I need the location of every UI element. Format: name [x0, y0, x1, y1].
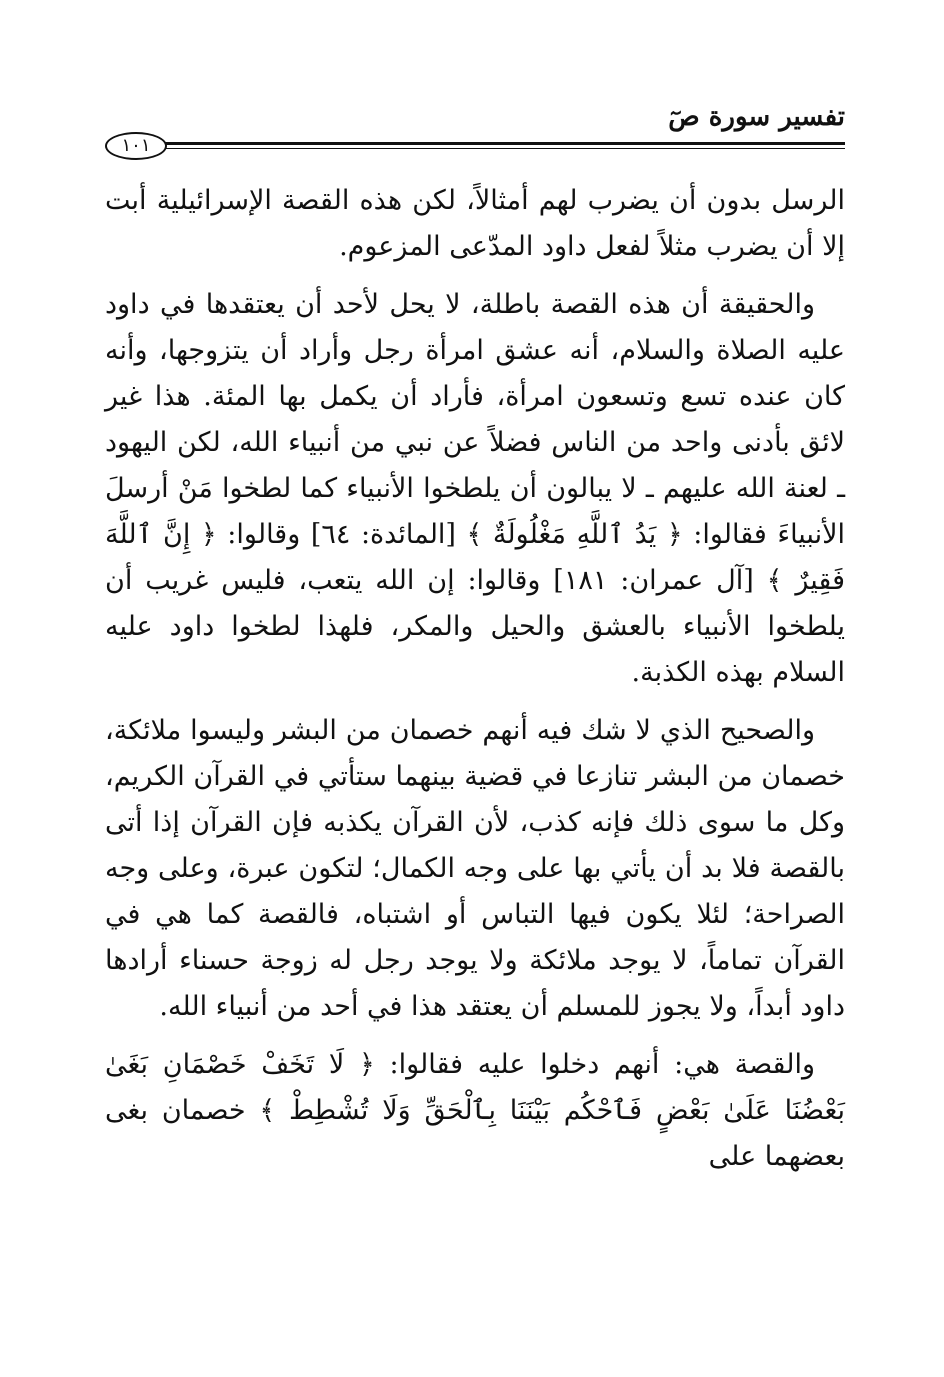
paragraph-3-text: والصحيح الذي لا شك فيه أنهم خصمان من البشر وليسوا ملائكة، خصمان من البشر تنازعا في قضية بينهما ستأتي في القرآن الكريم، وكل ما سوى ذلك فإنه كذب، لأن القرآن يكذبه فإن القرآن إذا أتى بالقصة فلا بد أن يأتي بها على وجه الكمال؛ لتكون عبرة، وعلى وجه الصراحة؛ لئلا يكون فيها التباس أو اشتباه، فالقصة كما هي في القرآن تماماً، لا يوجد ملائكة ولا يوجد رجل له زوجة حسناء أرادها داود أبداً، ولا يجوز للمسلم أن يعتقد هذا في أحد من أنبياء الله.: [105, 715, 845, 1022]
paragraph-2-text: والحقيقة أن هذه القصة باطلة، لا يحل لأحد أن يعتقدها في داود عليه الصلاة والسلام، أنه عشق امرأة رجل وأراد أن يتزوجها، وأنه كان عنده تسع وتسعون امرأة، فأراد أن يكمل بها المئة. هذا غير لائق بأدنى واحد من الناس فضلاً عن نبي من أنبياء الله، لكن اليهود ـ لعنة الله عليهم ـ لا يبالون أن يلطخوا الأنبياء كما لطخوا مَنْ أرسلَ الأنبياءَ فقالوا: ﴿ يَدُ ٱللَّهِ مَغْلُولَةٌ ﴾ [المائدة: ٦٤] وقالوا: ﴿ إِنَّ ٱللَّهَ فَقِيرٌ ﴾ [آل عمران: ١٨١] وقالوا: إن الله يتعب، فليس غريب أن يلطخوا الأنبياء بالعشق والحيل والمكر، فلهذا لطخوا داود عليه السلام بهذه الكذبة.: [105, 289, 845, 688]
header-rule-thick: [161, 142, 845, 145]
paragraph-1: الرسل بدون أن يضرب لهم أمثالاً، لكن هذه القصة الإسرائيلية أبت إلا أن يضرب مثلاً لفعل داود المدّعى المزعوم.: [105, 185, 846, 262]
page-number: ١٠١: [105, 132, 167, 160]
page-header: [105, 102, 845, 162]
paragraph-2: [105, 282, 845, 696]
paragraph-4-text: والقصة هي: أنهم دخلوا عليه فقالوا: ﴿ لَا تَخَفْ خَصْمَانِ بَغَىٰ بَعْضُنَا عَلَىٰ بَعْضٍ فَٱحْكُم بَيْنَنَا بِٱلْحَقِّ وَلَا تُشْطِطْ ﴾ خصمان بغى بعضهما على: [105, 1049, 845, 1172]
header-rule-thin: [161, 148, 845, 149]
page-body: [105, 178, 845, 1192]
running-title: تفسير سورة صٓ: [668, 102, 845, 132]
paragraph-4: [105, 1042, 845, 1180]
paragraph-3: [105, 708, 845, 1030]
